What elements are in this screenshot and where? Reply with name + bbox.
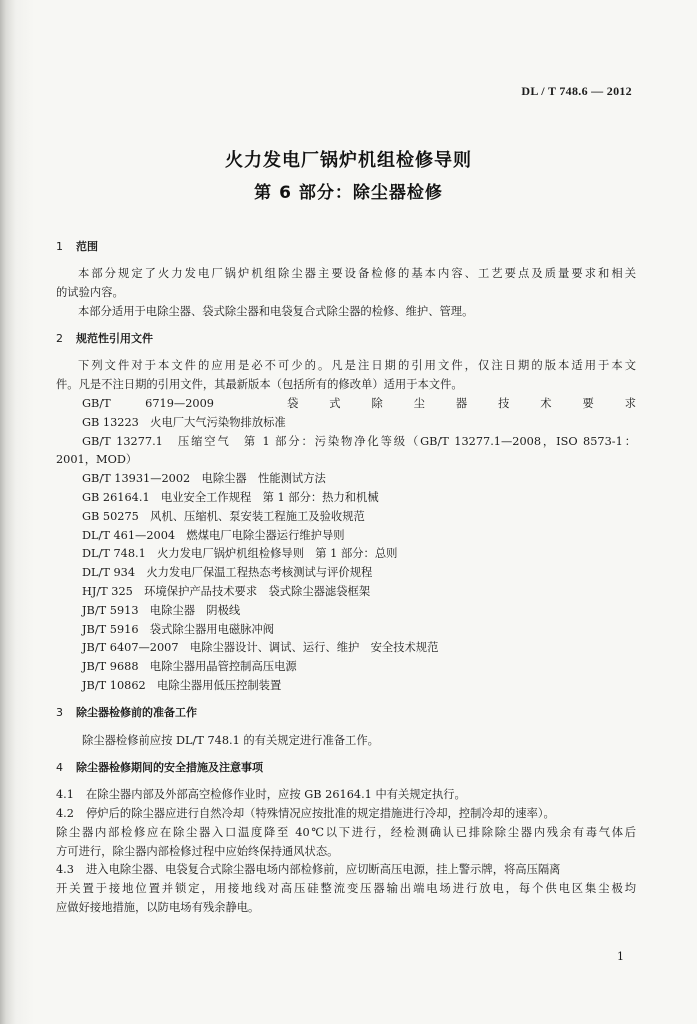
reference-item: GB/T 13277.1 压缩空气 第 1 部分：污染物净化等级（GB/T 13277.1—2008，ISO 8573-1： — [82, 434, 636, 448]
section-number: 2 — [56, 332, 63, 346]
clause-4-3 — [56, 861, 636, 880]
reference-item: GB 13223 火电厂大气污染物排放标准 — [82, 415, 286, 429]
standard-number: DL / T 748.6 — 2012 — [521, 84, 632, 98]
clause-text: 停炉后的除尘器应进行自然冷却（特殊情况应按批准的规定措施进行冷却，控制冷却的速率）。 — [86, 807, 555, 821]
clause-4-3-continuation: 开关置于接地位置并锁定，用接地线对高压硅整流变压器输出端电场进行放电，每个供电区集尘极均 — [56, 882, 636, 896]
document-body — [56, 238, 636, 918]
section-title: 规范性引用文件 — [76, 332, 153, 346]
section-1-heading — [56, 238, 636, 257]
reference-item: DL/T 461—2004 燃煤电厂电除尘器运行维护导则 — [82, 528, 345, 542]
scope-paragraph-line: 的试验内容。 — [56, 286, 124, 300]
clause-number: 4.2 — [56, 807, 74, 821]
reference-item: JB/T 5913 电除尘器 阴极线 — [82, 603, 241, 617]
clause-4-3-continuation: 应做好接地措施，以防电场有残余静电。 — [56, 901, 260, 914]
preparation-paragraph: 除尘器检修前应按 DL/T 748.1 的有关规定进行准备工作。 — [82, 733, 379, 747]
reference-item: JB/T 10862 电除尘器用低压控制装置 — [82, 679, 282, 693]
clause-4-2 — [56, 805, 636, 824]
section-number: 3 — [56, 706, 63, 720]
reference-item: GB/T 6719—2009 袋式除尘器技术要求 — [82, 397, 636, 411]
section-title: 范围 — [76, 240, 98, 253]
scope-applicability-line: 本部分适用于电除尘器、袋式除尘器和电袋复合式除尘器的检修、维护、管理。 — [78, 304, 474, 318]
clause-number: 4.3 — [56, 863, 74, 877]
reference-item: HJ/T 325 环境保护产品技术要求 袋式除尘器滤袋框架 — [82, 585, 371, 599]
clause-text: 在除尘器内部及外部高空检修作业时，应按 GB 26164.1 中有关规定执行。 — [86, 788, 466, 802]
section-4-heading — [56, 759, 636, 778]
reference-item: JB/T 6407—2007 电除尘器设计、调试、运行、维护 安全技术规范 — [82, 641, 439, 655]
reference-item: JB/T 5916 袋式除尘器用电磁脉冲阀 — [82, 622, 275, 636]
clause-4-2-continuation: 除尘器内部检修应在除尘器入口温度降至 40℃以下进行，经检测确认已排除除尘器内残余有毒气体后 — [56, 825, 636, 839]
document-subtitle: 第 6 部分：除尘器检修 — [254, 183, 443, 203]
section-3-heading — [56, 704, 636, 723]
section-title: 除尘器检修前的准备工作 — [76, 706, 197, 720]
section-number: 1 — [56, 240, 63, 253]
reference-item: GB 50275 风机、压缩机、泵安装工程施工及验收规范 — [82, 509, 365, 523]
reference-item: JB/T 9688 电除尘器用晶管控制高压电源 — [82, 660, 297, 674]
reference-item: DL/T 934 火力发电厂保温工程热态考核测试与评价规程 — [82, 566, 373, 580]
reference-item: GB/T 13931—2002 电除尘器 性能测试方法 — [82, 472, 326, 486]
references-intro-line: 件。凡是不注日期的引用文件，其最新版本（包括所有的修改单）适用于本文件。 — [56, 378, 463, 392]
section-2-heading — [56, 330, 636, 349]
reference-item: GB 26164.1 电业安全工作规程 第 1 部分：热力和机械 — [82, 491, 379, 505]
clause-4-2-continuation: 方可进行，除尘器内部检修过程中应始终保持通风状态。 — [56, 844, 339, 858]
clause-4-1 — [56, 786, 636, 805]
scope-paragraph-line: 本部分规定了火力发电厂锅炉机组除尘器主要设备检修的基本内容、工艺要点及质量要求和相关 — [78, 267, 636, 281]
section-number: 4 — [56, 760, 63, 774]
clause-number: 4.1 — [56, 788, 74, 802]
document-title: 火力发电厂锅炉机组检修导则 — [225, 150, 472, 171]
reference-item: DL/T 748.1 火力发电厂锅炉机组检修导则 第 1 部分：总则 — [82, 547, 398, 561]
reference-item-continuation: 2001，MOD） — [56, 453, 138, 467]
references-intro-line: 下列文件对于本文件的应用是必不可少的。凡是注日期的引用文件，仅注日期的版本适用于本文 — [78, 359, 636, 373]
clause-text: 进入电除尘器、电袋复合式除尘器电场内部检修前，应切断高压电源，挂上警示牌，将高压隔离 — [86, 863, 561, 877]
section-title: 除尘器检修期间的安全措施及注意事项 — [76, 760, 263, 774]
page-number: 1 — [617, 950, 624, 963]
